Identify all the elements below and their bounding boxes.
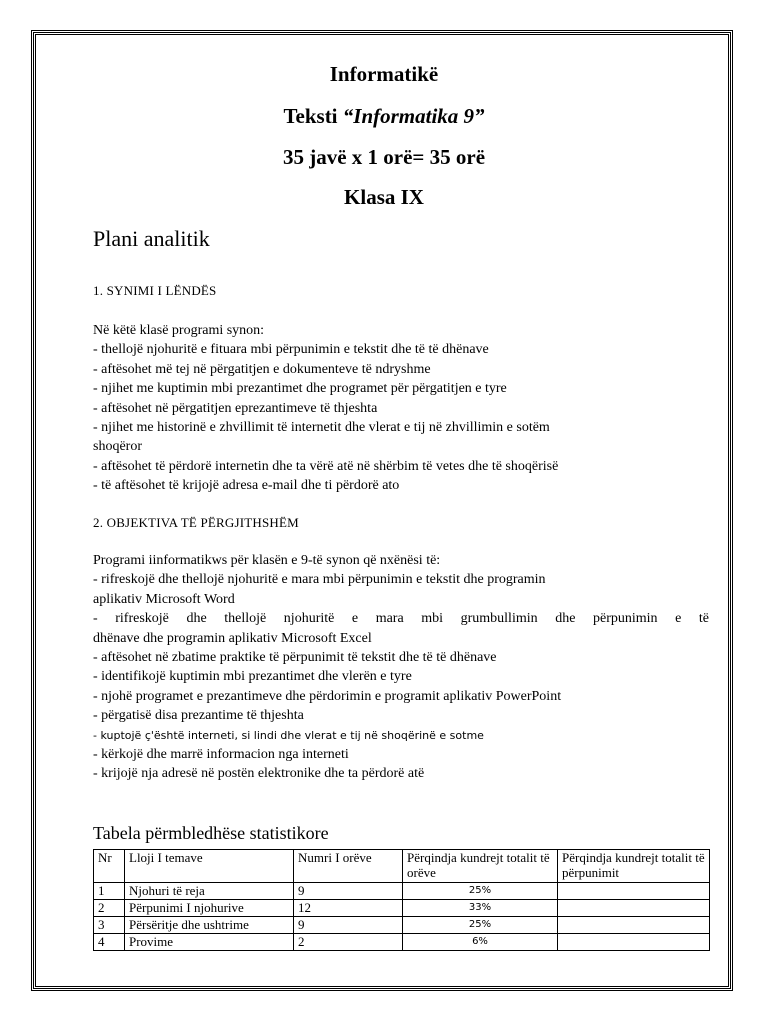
section1-intro: Në këtë klasë programi synon: [93, 323, 265, 338]
section2-line: - aftësohet në zbatime praktike të përpunimit të tekstit dhe të të dhënave [93, 650, 497, 666]
section1-body [93, 321, 709, 496]
cell-percent-hours: 25% [403, 917, 558, 934]
section1-line: - të aftësohet të krijojë adresa e-mail dhe ti përdorë ato [93, 478, 400, 494]
cell-percent-hours: 25% [403, 883, 558, 900]
section2-line: - njohë programet e prezantimeve dhe përdorimin e programit aplikativ PowerPoint [93, 688, 562, 704]
section1-line: - njihet me historinë e zhvillimit të internetit dhe vlerat e tij në zhvillimin e sotëm [93, 420, 550, 436]
cell-numri: 12 [294, 900, 403, 917]
section2-line: - kuptojë ç'është interneti, si lindi dhe vlerat e tij në shoqërinë e sotme [93, 728, 484, 742]
textbook-prefix: Teksti [283, 104, 343, 128]
section2-line: dhënave dhe programin aplikativ Microsoft Excel [93, 630, 372, 646]
section2-line: - rifreskojë dhe thellojë njohuritë e mara mbi grumbullimin dhe përpunimin e të [93, 611, 709, 627]
grade-heading: Klasa IX [344, 185, 424, 209]
section1-line: - thellojë njohuritë e fituara mbi përpunimin e tekstit dhe të të dhënave [93, 342, 489, 358]
section2-title: 2. OBJEKTIVA TË PËRGJITHSHËM [93, 515, 299, 530]
table-title: Tabela përmbledhëse statistikore [93, 823, 329, 843]
table-row [94, 934, 710, 951]
cell-percent-processing [558, 883, 710, 900]
subject-heading: Informatikë [329, 62, 439, 86]
header-percent-hours: Përqindja kundrejt totalit të orëve [403, 850, 558, 883]
section2-line: - rifreskojë dhe thellojë njohuritë e mara mbi përpunimin e tekstit dhe programin [93, 572, 546, 588]
section2-line: - kërkojë dhe marrë informacion nga interneti [93, 747, 349, 763]
table-header-row [94, 850, 710, 883]
cell-lloji: Provime [125, 934, 294, 951]
table-row [94, 900, 710, 917]
cell-lloji: Njohuri të reja [125, 883, 294, 900]
cell-lloji: Përpunimi I njohurive [125, 900, 294, 917]
section2-intro: Programi iinformatikws për klasën e 9-të synon që nxënësi të: [93, 553, 441, 568]
cell-percent-processing [558, 900, 710, 917]
table-row [94, 917, 710, 934]
section1-line: - aftësohet në përgatitjen eprezantimeve të thjeshta [93, 400, 378, 416]
section2-body [93, 551, 709, 784]
section1-line: - aftësohet të përdorë internetin dhe ta vërë atë në shërbim të vetes dhe të shoqërisë [93, 458, 559, 474]
statistics-table [93, 849, 710, 951]
section2-line: aplikativ Microsoft Word [93, 591, 235, 607]
cell-lloji: Përsëritje dhe ushtrime [125, 917, 294, 934]
section1-line: shoqëror [93, 439, 142, 455]
section2-line: - përgatisë disa prezantime të thjeshta [93, 708, 304, 724]
cell-nr: 2 [94, 900, 125, 917]
page-border [31, 30, 733, 991]
table-row [94, 883, 710, 900]
cell-numri: 9 [294, 917, 403, 934]
cell-percent-hours: 33% [403, 900, 558, 917]
section2-line: - identifikojë kuptimin mbi prezantimet dhe vlerën e tyre [93, 669, 412, 685]
cell-percent-processing [558, 934, 710, 951]
hours-heading: 35 javë x 1 orë= 35 orë [282, 145, 486, 169]
header-percent-processing: Përqindja kundrejt totalit të përpunimit [558, 850, 710, 883]
section1-line: - aftësohet më tej në përgatitjen e dokumenteve të ndryshme [93, 361, 431, 377]
cell-nr: 3 [94, 917, 125, 934]
header-nr: Nr [94, 850, 125, 883]
cell-nr: 1 [94, 883, 125, 900]
cell-numri: 9 [294, 883, 403, 900]
plan-title: Plani analitik [93, 226, 210, 251]
cell-nr: 4 [94, 934, 125, 951]
section2-line: - krijojë nja adresë në postën elektronike dhe ta përdorë atë [93, 766, 425, 782]
header-lloji: Lloji I temave [125, 850, 294, 883]
header-numri: Numri I orëve [294, 850, 403, 883]
cell-numri: 2 [294, 934, 403, 951]
textbook-name: “Informatika 9” [342, 104, 485, 128]
textbook-heading [0, 104, 768, 129]
cell-percent-processing [558, 917, 710, 934]
section1-title: 1. SYNIMI I LËNDËS [93, 283, 217, 298]
section1-line: - njihet me kuptimin mbi prezantimet dhe programet për përgatitjen e tyre [93, 381, 507, 397]
cell-percent-hours: 6% [403, 934, 558, 951]
